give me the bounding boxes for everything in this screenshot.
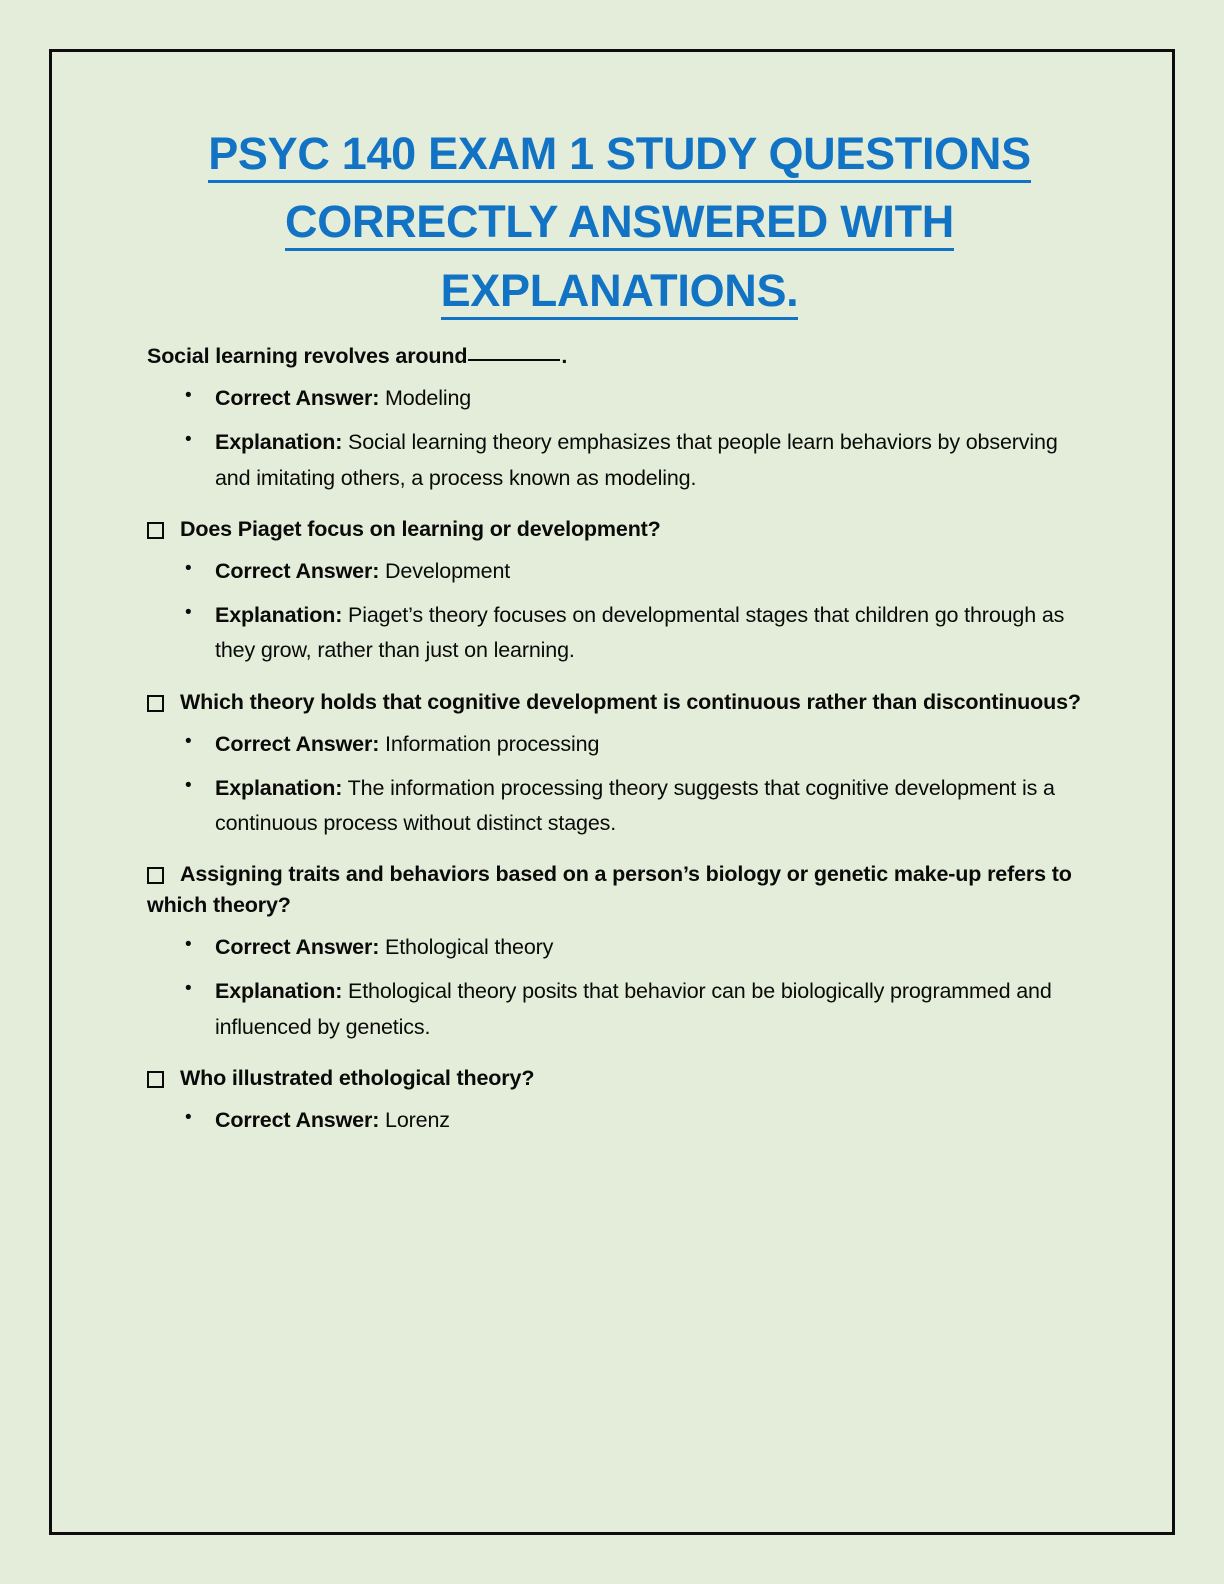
answer-list <box>147 930 1092 1045</box>
answer-list <box>147 554 1092 669</box>
checkbox-icon[interactable] <box>147 864 164 887</box>
correct-answer-value: Information processing <box>385 731 600 756</box>
question-text <box>147 687 1092 718</box>
correct-answer-label: Correct Answer: <box>215 1107 380 1132</box>
checkbox-icon[interactable] <box>147 519 164 542</box>
document-page <box>49 49 1175 1535</box>
question-text-value: Assigning traits and behaviors based on a person’s biology or genetic make-up refers to which theory? <box>147 862 1072 918</box>
explanation-label: Explanation: <box>215 603 343 628</box>
title-line-2 <box>147 188 1092 256</box>
checkbox-icon[interactable] <box>147 692 164 715</box>
explanation-label: Explanation: <box>215 775 343 800</box>
explanation-value: Piaget’s theory focuses on developmental stages that children go through as they grow, rather than just on learning. <box>215 603 1065 663</box>
correct-answer-label: Correct Answer: <box>215 731 380 756</box>
list-item-correct-answer <box>147 381 1092 416</box>
page-title <box>147 120 1092 325</box>
list-item-correct-answer <box>147 727 1092 762</box>
question-block <box>147 687 1092 842</box>
list-item-correct-answer <box>147 1103 1092 1138</box>
document-content <box>147 120 1092 1138</box>
correct-answer-label: Correct Answer: <box>215 935 380 960</box>
question-block <box>147 859 1092 1045</box>
question-block <box>147 514 1092 669</box>
list-item-explanation <box>147 771 1092 842</box>
question-text-part: Social learning revolves around <box>147 344 468 369</box>
question-block <box>147 1063 1092 1138</box>
list-item-explanation <box>147 598 1092 669</box>
question-text <box>147 859 1092 921</box>
correct-answer-value: Development <box>385 558 511 583</box>
checkbox-icon[interactable] <box>147 1068 164 1091</box>
answer-list <box>147 1103 1092 1138</box>
correct-answer-value: Modeling <box>385 386 472 411</box>
question-text <box>147 514 1092 545</box>
explanation-value: Ethological theory posits that behavior can be biologically programmed and influenced by genetics. <box>215 979 1052 1039</box>
title-line-1-text: PSYC 140 EXAM 1 STUDY QUESTIONS <box>208 128 1031 183</box>
title-line-1 <box>147 120 1092 188</box>
correct-answer-value: Ethological theory <box>385 935 554 960</box>
answer-list <box>147 381 1092 496</box>
correct-answer-label: Correct Answer: <box>215 558 380 583</box>
correct-answer-label: Correct Answer: <box>215 386 380 411</box>
explanation-value: The information processing theory suggests that cognitive development is a continuous process without distinct stages. <box>215 775 1055 836</box>
question-block <box>147 341 1092 496</box>
question-text-end: . <box>561 344 568 369</box>
explanation-label: Explanation: <box>215 979 343 1004</box>
title-line-3 <box>147 257 1092 325</box>
question-text-value: Does Piaget focus on learning or development? <box>180 516 661 541</box>
list-item-explanation <box>147 974 1092 1045</box>
fill-in-blank <box>468 359 560 361</box>
list-item-correct-answer <box>147 554 1092 589</box>
question-text-value: Which theory holds that cognitive development is continuous rather than discontinuous? <box>180 689 1081 714</box>
list-item-correct-answer <box>147 930 1092 965</box>
correct-answer-value: Lorenz <box>385 1107 450 1132</box>
explanation-label: Explanation: <box>215 430 343 455</box>
list-item-explanation <box>147 425 1092 496</box>
answer-list <box>147 727 1092 842</box>
question-text <box>147 1063 1092 1094</box>
title-line-2-text: CORRECTLY ANSWERED WITH <box>285 196 954 251</box>
explanation-value: Social learning theory emphasizes that people learn behaviors by observing and imitating others, a process known as modeling. <box>215 430 1058 490</box>
question-text <box>147 341 1092 372</box>
title-line-3-text: EXPLANATIONS. <box>441 265 799 320</box>
question-text-value: Who illustrated ethological theory? <box>180 1065 535 1090</box>
